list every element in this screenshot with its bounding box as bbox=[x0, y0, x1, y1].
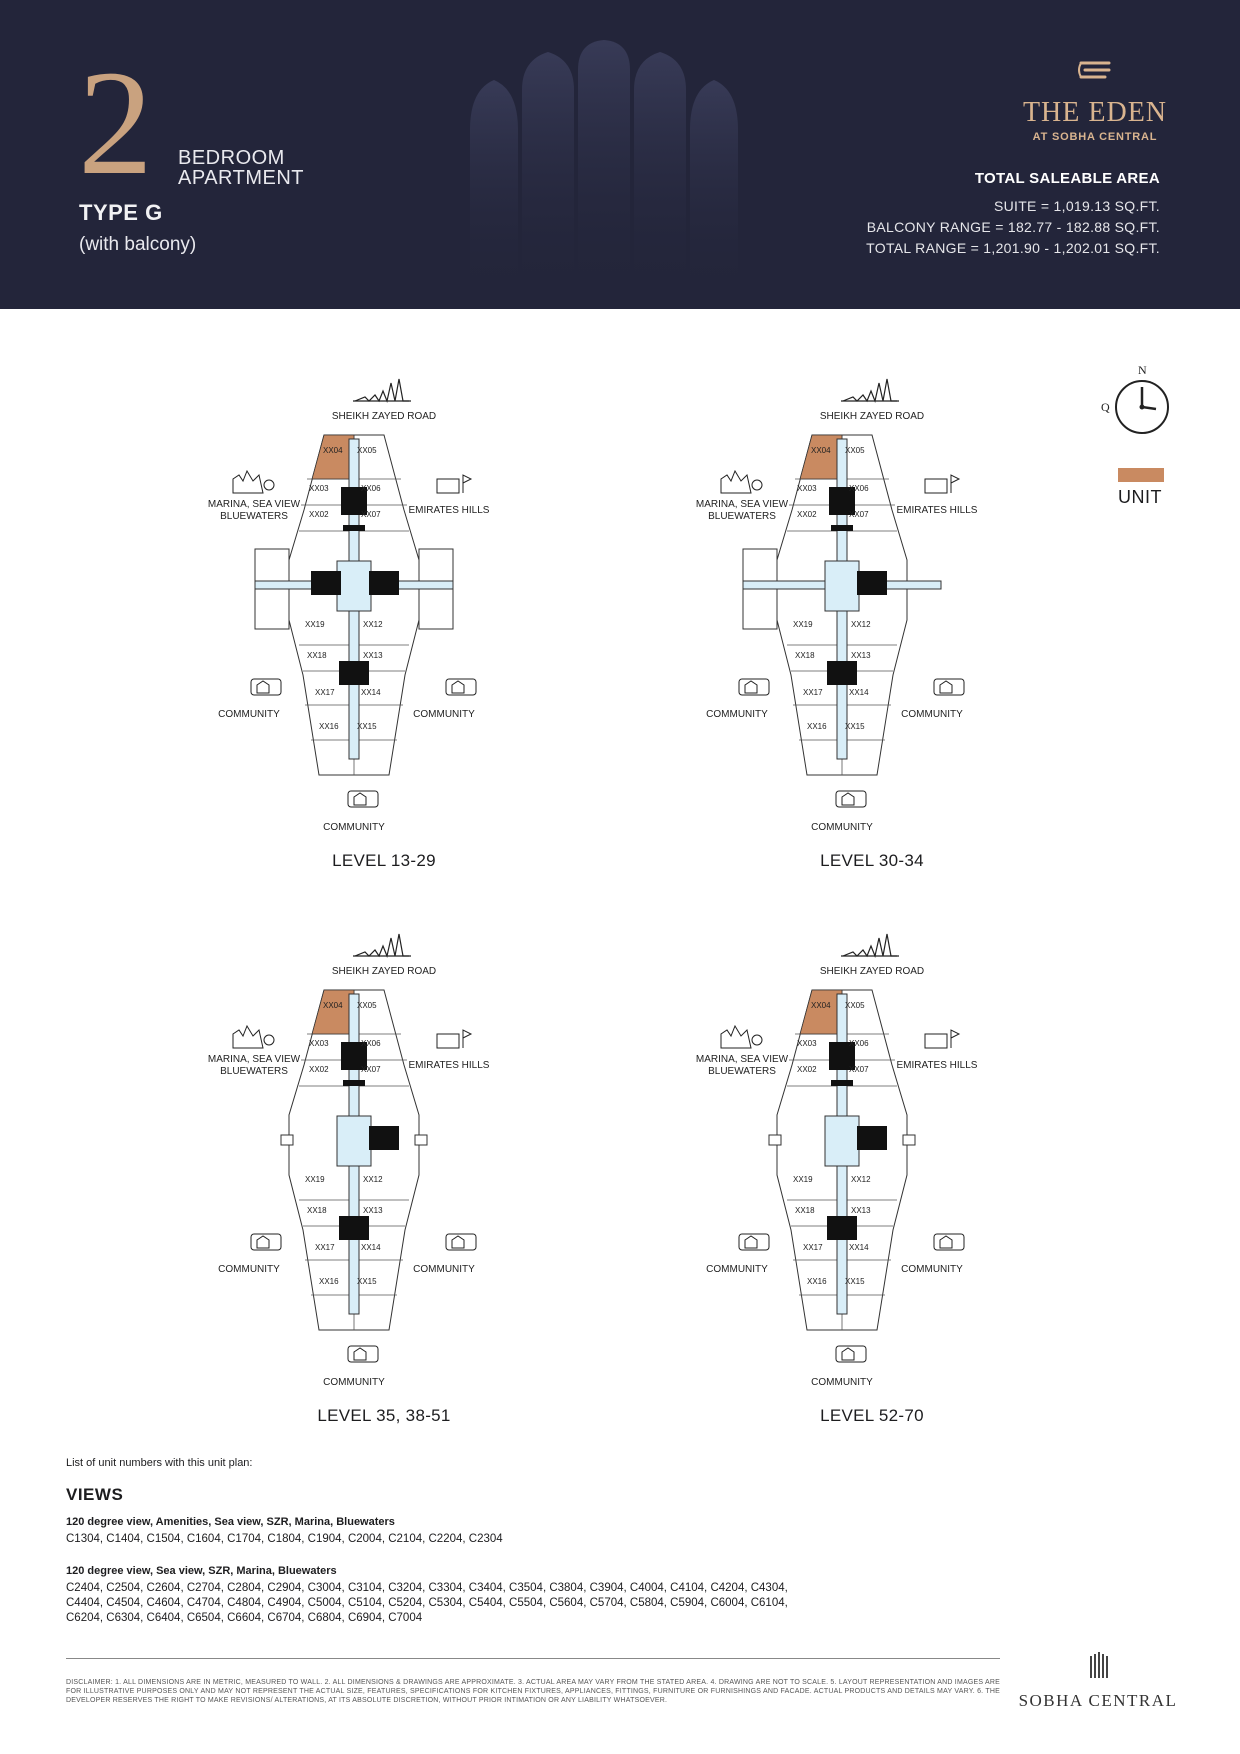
bedroom-line: BEDROOM bbox=[178, 147, 285, 169]
views-title: VIEWS bbox=[66, 1485, 124, 1504]
plan-level-caption: LEVEL 30-34 bbox=[820, 851, 924, 870]
unit-label-xx17: XX17 bbox=[315, 1243, 335, 1252]
disclaimer: DISCLAIMER: 1. ALL DIMENSIONS ARE IN METRIC, MEASURED TO WALL. 2. ALL DIMENSIONS & DRAWINGS ARE APPROXIMATE. 3. ACTUAL AREA MAY VARY FROM THE STATED AREA. 4. DRAWING ARE NOT TO SCALE. 5. LAYOUT REPRESENTATION AND IMAGES ARE FOR ILLUSTRATIVE PURPOSES ONLY AND MAY NOT REPRESENT THE ACTUAL SIZE, FEATURES, SPECIFICATIONS FOR KITCHEN FIXTURES, APPLIANCES, FITTINGS, FURNITURE OR FURNISHINGS AND FACADE. ACTUAL PRODUCTS AND DETAILS MAY VARY. 6. THE DEVELOPER RESERVES THE RIGHT TO MAKE REVISIONS/ ALTERATIONS, AT ITS ABSOLUTE DISCRETION, WITHOUT PRIOR INTIMATION OR ANY LIABILITY WHATSOEVER. bbox=[66, 1679, 1000, 1704]
marina-view-label: MARINA, SEA VIEW bbox=[695, 1054, 789, 1065]
unit-label-xx18: XX18 bbox=[795, 1206, 815, 1215]
unit-label-xx16: XX16 bbox=[319, 1277, 339, 1286]
unit-label-xx18: XX18 bbox=[307, 1206, 327, 1215]
floor-plan bbox=[695, 930, 1037, 1425]
unit-label-xx15: XX15 bbox=[357, 1277, 377, 1286]
unit-label-xx03: XX03 bbox=[309, 484, 329, 493]
unit-label-xx04: XX04 bbox=[323, 1001, 343, 1010]
highlighted-unit bbox=[800, 435, 842, 479]
community-icon bbox=[348, 1346, 378, 1362]
community-icon bbox=[934, 679, 964, 695]
header-banner bbox=[0, 0, 1240, 309]
floor-plan-drawing bbox=[707, 930, 1037, 1400]
community-label-south: COMMUNITY bbox=[323, 1377, 385, 1388]
unit-label-xx03: XX03 bbox=[309, 1039, 329, 1048]
floor-plan bbox=[207, 930, 549, 1425]
unit-label-xx04: XX04 bbox=[811, 1001, 831, 1010]
unit-label-xx07: XX07 bbox=[361, 510, 381, 519]
community-label-south: COMMUNITY bbox=[323, 822, 385, 833]
view-group-2-heading: 120 degree view, Sea view, SZR, Marina, Bluewaters bbox=[66, 1565, 337, 1577]
compass-icon bbox=[1098, 365, 1172, 439]
unit-label-xx12: XX12 bbox=[363, 1175, 383, 1184]
community-label-east: COMMUNITY bbox=[413, 709, 475, 720]
view-group-1-heading: 120 degree view, Amenities, Sea view, SZR, Marina, Bluewaters bbox=[66, 1516, 395, 1528]
bluewaters-label: BLUEWATERS bbox=[708, 511, 776, 522]
sheikh-zayed-road-label: SHEIKH ZAYED ROAD bbox=[331, 966, 437, 977]
community-label-west: COMMUNITY bbox=[706, 1264, 768, 1275]
unit-label-xx13: XX13 bbox=[851, 1206, 871, 1215]
unit-label-xx03: XX03 bbox=[797, 484, 817, 493]
marina-icon bbox=[721, 1026, 762, 1048]
community-icon bbox=[348, 791, 378, 807]
plan-level-caption: LEVEL 13-29 bbox=[332, 851, 436, 870]
emirates-hills-label: EMIRATES HILLS bbox=[408, 1060, 490, 1071]
unit-label-xx17: XX17 bbox=[803, 1243, 823, 1252]
eden-logo bbox=[1010, 60, 1180, 143]
community-label-east: COMMUNITY bbox=[413, 1264, 475, 1275]
unit-label-xx14: XX14 bbox=[361, 688, 381, 697]
total-range: TOTAL RANGE = 1,201.90 - 1,202.01 SQ.FT. bbox=[866, 240, 1160, 256]
floor-plan bbox=[695, 375, 1037, 870]
community-label-south: COMMUNITY bbox=[811, 1377, 873, 1388]
unit-label-xx07: XX07 bbox=[849, 510, 869, 519]
footer-brand-name: SOBHA CENTRAL bbox=[1018, 1691, 1178, 1710]
compass-n: N bbox=[1138, 365, 1147, 377]
unit-label-xx15: XX15 bbox=[357, 722, 377, 731]
unit-label-xx05: XX05 bbox=[845, 1001, 865, 1010]
community-icon bbox=[836, 1346, 866, 1362]
unit-label-xx05: XX05 bbox=[357, 1001, 377, 1010]
marina-icon bbox=[721, 471, 762, 493]
eden-logo-icon bbox=[1075, 60, 1115, 86]
highlighted-unit bbox=[312, 990, 354, 1034]
sheikh-zayed-road-label: SHEIKH ZAYED ROAD bbox=[331, 411, 437, 422]
unit-label-xx02: XX02 bbox=[309, 1065, 329, 1074]
emirates-hills-icon bbox=[437, 1030, 471, 1048]
community-icon bbox=[446, 679, 476, 695]
view-group-2 bbox=[66, 1565, 806, 1626]
unit-legend-swatch bbox=[1118, 468, 1164, 482]
community-icon bbox=[739, 679, 769, 695]
unit-label-xx19: XX19 bbox=[793, 1175, 813, 1184]
marina-view-label: MARINA, SEA VIEW bbox=[207, 1054, 301, 1065]
unit-label-xx07: XX07 bbox=[361, 1065, 381, 1074]
floor-plan bbox=[207, 375, 549, 870]
marina-view-label: MARINA, SEA VIEW bbox=[695, 499, 789, 510]
sobha-central-logo bbox=[1018, 1652, 1178, 1711]
marina-view-label: MARINA, SEA VIEW bbox=[207, 499, 301, 510]
unit-label-xx16: XX16 bbox=[807, 1277, 827, 1286]
community-icon bbox=[251, 1234, 281, 1250]
emirates-hills-icon bbox=[925, 1030, 959, 1048]
marina-icon bbox=[233, 1026, 274, 1048]
marina-icon bbox=[233, 471, 274, 493]
emirates-hills-label: EMIRATES HILLS bbox=[408, 505, 490, 516]
community-label-west: COMMUNITY bbox=[218, 709, 280, 720]
unit-label-xx15: XX15 bbox=[845, 1277, 865, 1286]
bedroom-count: 2 bbox=[78, 40, 153, 206]
community-icon bbox=[739, 1234, 769, 1250]
bluewaters-label: BLUEWATERS bbox=[220, 511, 288, 522]
community-label-east: COMMUNITY bbox=[901, 1264, 963, 1275]
skyline-icon bbox=[353, 379, 411, 401]
unit-label-xx17: XX17 bbox=[803, 688, 823, 697]
skyline-icon bbox=[353, 934, 411, 956]
balcony-range: BALCONY RANGE = 182.77 - 182.88 SQ.FT. bbox=[866, 219, 1160, 235]
highlighted-unit bbox=[312, 435, 354, 479]
sheikh-zayed-road-label: SHEIKH ZAYED ROAD bbox=[819, 411, 925, 422]
skyline-icon bbox=[841, 379, 899, 401]
unit-label-xx03: XX03 bbox=[797, 1039, 817, 1048]
unit-label-xx06: XX06 bbox=[361, 484, 381, 493]
unit-legend-label: UNIT bbox=[1118, 487, 1162, 507]
unit-label-xx19: XX19 bbox=[793, 620, 813, 629]
unit-label-xx12: XX12 bbox=[851, 1175, 871, 1184]
view-group-1 bbox=[66, 1516, 806, 1547]
unit-label-xx02: XX02 bbox=[797, 1065, 817, 1074]
area-block bbox=[866, 170, 1160, 259]
unit-label-xx05: XX05 bbox=[357, 446, 377, 455]
view-group-2-units: C2404, C2504, C2604, C2704, C2804, C2904, C3004, C3104, C3204, C3304, C3404, C3504, C3804, C3904, C4004, C4104, C4204, C4304, C4404, C4504, C4604, C4704, C4804, C4904, C5004, C5104, C5204, C5304, C5404, C5504, C5604, C5704, C5804, C5904, C6004, C6104, C6204, C6304, C6404, C6504, C6604, C6704, C6804, C6904, C7004 bbox=[66, 1582, 788, 1624]
unit-label-xx04: XX04 bbox=[323, 446, 343, 455]
unit-label-xx16: XX16 bbox=[319, 722, 339, 731]
type-label: TYPE G bbox=[79, 200, 163, 225]
unit-label-xx07: XX07 bbox=[849, 1065, 869, 1074]
unit-label-xx19: XX19 bbox=[305, 620, 325, 629]
community-icon bbox=[446, 1234, 476, 1250]
unit-label-xx05: XX05 bbox=[845, 446, 865, 455]
highlighted-unit bbox=[800, 990, 842, 1034]
balcony-label: (with balcony) bbox=[79, 234, 197, 255]
emirates-hills-label: EMIRATES HILLS bbox=[896, 1060, 978, 1071]
suite-area: SUITE = 1,019.13 SQ.FT. bbox=[993, 198, 1160, 214]
unit-label-xx02: XX02 bbox=[309, 510, 329, 519]
community-label-south: COMMUNITY bbox=[811, 822, 873, 833]
community-label-west: COMMUNITY bbox=[706, 709, 768, 720]
bedroom-apartment-label bbox=[178, 148, 304, 188]
community-icon bbox=[251, 679, 281, 695]
apartment-line: APARTMENT bbox=[178, 167, 304, 189]
community-label-east: COMMUNITY bbox=[901, 709, 963, 720]
unit-label-xx17: XX17 bbox=[315, 688, 335, 697]
unit-label-xx13: XX13 bbox=[363, 1206, 383, 1215]
floor-plan-drawing bbox=[219, 375, 549, 845]
list-intro: List of unit numbers with this unit plan: bbox=[66, 1457, 253, 1469]
unit-label-xx13: XX13 bbox=[363, 651, 383, 660]
bluewaters-label: BLUEWATERS bbox=[220, 1066, 288, 1077]
plan-level-caption: LEVEL 52-70 bbox=[820, 1406, 924, 1425]
community-label-west: COMMUNITY bbox=[218, 1264, 280, 1275]
unit-label-xx14: XX14 bbox=[361, 1243, 381, 1252]
area-title: TOTAL SALEABLE AREA bbox=[974, 170, 1160, 187]
floor-plan-drawing bbox=[707, 375, 1037, 845]
svg-text:Q: Q bbox=[1101, 400, 1110, 414]
unit-label-xx06: XX06 bbox=[361, 1039, 381, 1048]
tower-arches-graphic bbox=[470, 40, 770, 300]
floor-plan-drawing bbox=[219, 930, 549, 1400]
unit-label-xx18: XX18 bbox=[795, 651, 815, 660]
unit-label-xx16: XX16 bbox=[807, 722, 827, 731]
brand-name: THE EDEN bbox=[1022, 97, 1168, 128]
unit-label-xx15: XX15 bbox=[845, 722, 865, 731]
skyline-icon bbox=[841, 934, 899, 956]
emirates-hills-label: EMIRATES HILLS bbox=[896, 505, 978, 516]
bluewaters-label: BLUEWATERS bbox=[708, 1066, 776, 1077]
community-icon bbox=[934, 1234, 964, 1250]
unit-label-xx04: XX04 bbox=[811, 446, 831, 455]
emirates-hills-icon bbox=[925, 475, 959, 493]
unit-label-xx13: XX13 bbox=[851, 651, 871, 660]
sheikh-zayed-road-label: SHEIKH ZAYED ROAD bbox=[819, 966, 925, 977]
unit-label-xx14: XX14 bbox=[849, 1243, 869, 1252]
unit-label-xx06: XX06 bbox=[849, 1039, 869, 1048]
unit-label-xx02: XX02 bbox=[797, 510, 817, 519]
community-icon bbox=[836, 791, 866, 807]
footer-divider bbox=[66, 1658, 1000, 1659]
brand-sub: AT SOBHA CENTRAL bbox=[1032, 131, 1158, 143]
sobha-logo-icon bbox=[1088, 1652, 1108, 1680]
unit-label-xx12: XX12 bbox=[851, 620, 871, 629]
plan-level-caption: LEVEL 35, 38-51 bbox=[317, 1406, 451, 1425]
unit-label-xx14: XX14 bbox=[849, 688, 869, 697]
unit-label-xx06: XX06 bbox=[849, 484, 869, 493]
unit-label-xx18: XX18 bbox=[307, 651, 327, 660]
unit-label-xx12: XX12 bbox=[363, 620, 383, 629]
emirates-hills-icon bbox=[437, 475, 471, 493]
unit-label-xx19: XX19 bbox=[305, 1175, 325, 1184]
view-group-1-units: C1304, C1404, C1504, C1604, C1704, C1804, C1904, C2004, C2104, C2204, C2304 bbox=[66, 1533, 503, 1545]
